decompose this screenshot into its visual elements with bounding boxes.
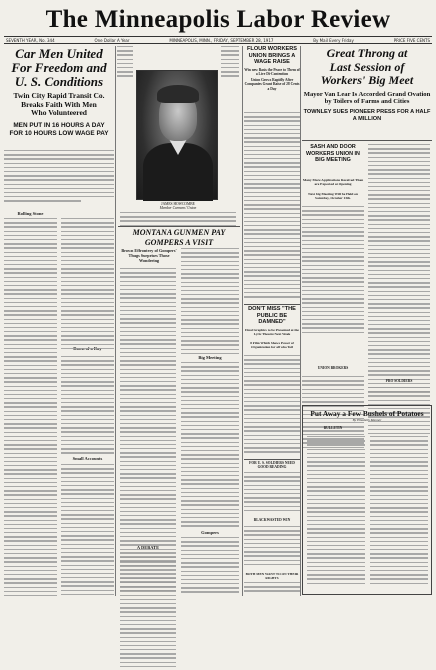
section-rule xyxy=(302,140,432,141)
montana-subhead: Brown Effrontery of Gompers' Thugs Surprises Those Wondering xyxy=(121,248,177,263)
meet-headline-line: Workers' Big Meet xyxy=(320,73,414,87)
article-text xyxy=(4,218,57,596)
section-heading: Small Accounts xyxy=(72,456,103,461)
lead-headline-line: Car Men United xyxy=(15,46,103,61)
public-subhead-2: 8 Film Which Shows Power of Organization for all who Toil xyxy=(250,341,294,349)
column-rule xyxy=(115,46,116,596)
lead-subhead xyxy=(4,92,114,118)
section-heading: Gompers xyxy=(201,530,219,535)
column-rule xyxy=(300,46,301,596)
dateline-subscription: One Dollar A Year xyxy=(94,38,130,43)
article-text xyxy=(117,46,133,80)
lead-subhead-line: Twin City Rapid Transit Co. xyxy=(13,91,105,100)
montana-headline: MONTANA GUNMEN PAY GOMPERS A VISIT xyxy=(132,228,226,247)
public-headline: DON'T MISS "THE PUBLIC BE DAMNED" xyxy=(248,306,296,326)
article-text xyxy=(368,144,430,395)
section-rule xyxy=(118,226,240,227)
dateline-volume: SEVENTH YEAR, No. 344 xyxy=(6,38,55,43)
flour-headline: FLOUR WORKERS UNION BRINGS A WAGE RAISE xyxy=(246,46,298,66)
meet-headline xyxy=(302,47,432,88)
article-text xyxy=(120,268,176,670)
potato-box xyxy=(302,405,432,595)
section-rule xyxy=(244,459,300,460)
portrait-photo xyxy=(136,70,218,200)
article-text xyxy=(61,356,114,457)
article-text xyxy=(181,362,239,530)
photo-caption: JAMES HOWCOMBE xyxy=(161,202,195,206)
article-text xyxy=(244,472,300,514)
lead-headline-line: U. S. Conditions xyxy=(14,74,104,89)
lead-bar-headline-1: MEN PUT IN 16 HOURS A DAY xyxy=(13,121,105,129)
section-rule xyxy=(244,304,300,305)
column-1 xyxy=(4,46,114,596)
article-text xyxy=(181,537,239,596)
sash-subhead: Many More Applications Received Than are Expected at Opening xyxy=(302,178,364,187)
meet-headline-line: Great Throng at xyxy=(326,46,408,60)
article-text xyxy=(244,582,300,595)
masthead-title: The Minneapolis Labor Review xyxy=(45,6,391,33)
article-text xyxy=(61,218,114,352)
article-text xyxy=(181,248,239,357)
dateline-price: PRICE FIVE CENTS xyxy=(393,38,430,43)
meet-subhead: Mayor Van Lear Is Accorded Grand Ovation by Toilers of Farms and Cities xyxy=(303,90,431,106)
article-text xyxy=(370,436,428,587)
column-3 xyxy=(244,46,300,596)
section-heading: Big Meeting xyxy=(198,355,222,360)
dateline-date: MINNEAPOLIS, MINN., FRIDAY, SEPTEMBER 28, 1917 xyxy=(169,38,274,43)
flour-subhead-2: Union Grows Rapidly After Companies Grant Raise of 28 Cents a Day xyxy=(244,78,300,91)
article-text xyxy=(302,206,364,336)
article-text xyxy=(61,464,114,596)
article-text xyxy=(120,552,176,594)
lead-headline xyxy=(4,47,114,89)
section-heading: UNION BROKERS xyxy=(317,366,349,370)
potato-box-title: Put Away a Few Bushels of Potatoes xyxy=(310,409,424,418)
section-heading: FOR U. S. SOLDIERS NEED GOOD READING xyxy=(249,461,295,470)
column-rule xyxy=(242,46,243,596)
potato-box-byline: By Elizabeth Manner xyxy=(352,418,382,422)
article-text xyxy=(307,436,365,587)
townley-headline: TOWNLEY SUES PIONEER PRESS FOR A HALF A MILLION xyxy=(303,108,431,122)
section-heading: BLACKWASTED WIN xyxy=(253,518,291,522)
lead-subhead-line: Breaks Faith With Men xyxy=(21,99,97,109)
article-text xyxy=(244,112,300,300)
section-heading: A DEBATE xyxy=(136,545,160,550)
public-subhead: Final Graphics to be Presented at the Lyric Theatre Next Week xyxy=(245,328,299,336)
photo-subcaption: Member Carmens' Union xyxy=(159,206,197,210)
flour-subhead: Win new Basis the Peace to Them of a Live Di-Contention xyxy=(244,67,300,76)
dateline-delivery: By Mail Every Friday xyxy=(313,38,354,43)
lead-bar-headline-2: FOR 10 HOURS LOW WAGE PAY xyxy=(9,129,109,137)
article-text xyxy=(244,355,300,456)
dateline-bar xyxy=(4,36,432,44)
lead-intro-text xyxy=(4,150,114,204)
sash-headline: SASH AND DOOR WORKERS UNION IN BIG MEETING xyxy=(306,144,360,163)
section-heading: BOTH MEN WANT TO ON THEIR RIGHTS xyxy=(245,572,299,580)
section-heading: Rolling Stone xyxy=(17,211,44,216)
section-heading: BULLETIN xyxy=(323,426,343,430)
sash-subhead-2: Next big Meeting Will be Held on Saturday, October 13th. xyxy=(308,192,358,201)
meet-headline-line: Last Session of xyxy=(329,59,405,74)
lead-headline-line: For Freedom and xyxy=(11,60,107,75)
article-text xyxy=(244,526,300,568)
section-heading: PRO SOLDIERS xyxy=(385,379,413,383)
lead-subhead-line: Who Volunteered xyxy=(31,108,87,117)
article-text xyxy=(221,46,239,80)
